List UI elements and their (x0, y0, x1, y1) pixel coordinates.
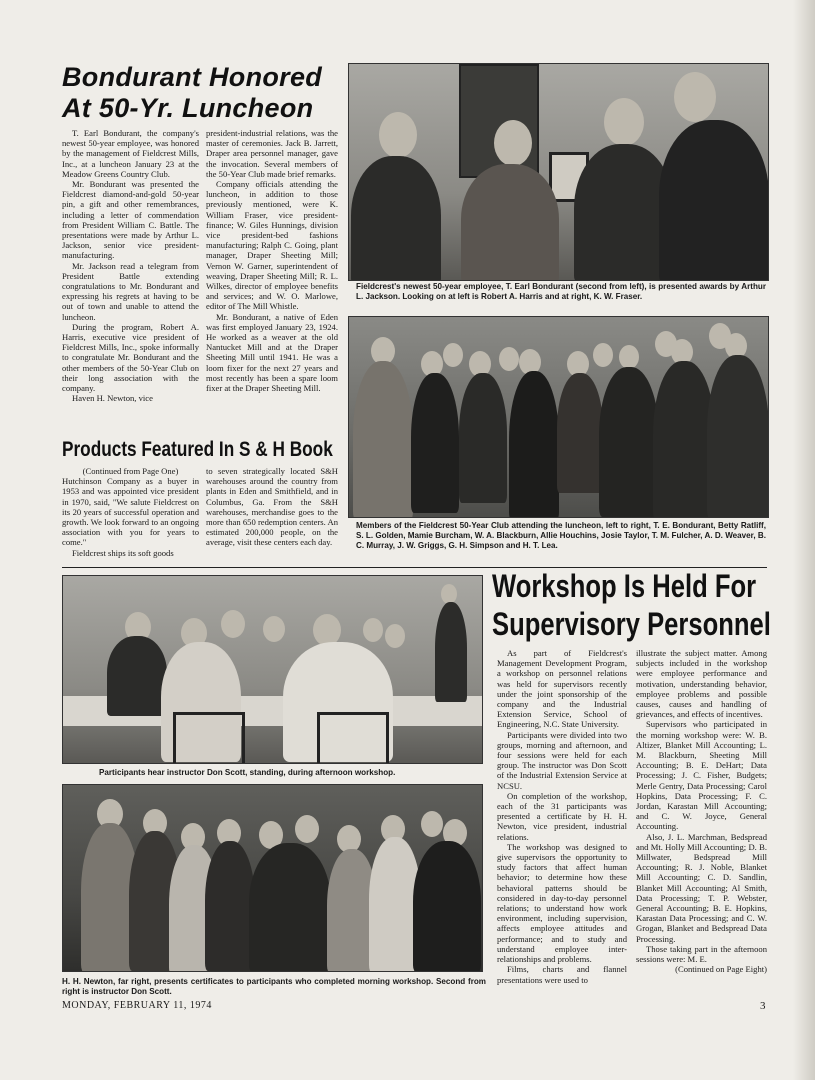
article1-c1-paragraph: Haven H. Newton, vice (72, 393, 153, 404)
article3-headline-line2: Supervisory Personnel (492, 606, 771, 642)
article3-column2 (636, 648, 767, 975)
person-figure-shape (707, 355, 769, 518)
article1-c1-paragraph: During the program, Robert A. Harris, executive vice president of Fieldcrest Mills, Inc., spoke informally to congratulate Mr. Bondurant and the other members of the 50-Year Club on their long association with the company. (62, 321, 199, 394)
photo-certificates-caption: H. H. Newton, far right, presents certificates to participants who completed morning workshop. Second from right is instructor Don Scott. (62, 977, 486, 996)
person-head-shape (443, 343, 463, 367)
person-head-shape (619, 345, 639, 369)
person-figure-shape (249, 843, 331, 972)
person-head-shape (494, 120, 532, 166)
person-figure-shape (653, 361, 715, 518)
person-figure-shape (659, 120, 769, 281)
article1-c1-paragraph: Mr. Bondurant was presented the Fieldcrest diamond-and-gold 50-year pin, a gift and other remembrances, including a letter of commendation from President William C. Battle. The presentations were made by Arthur L. Jackson, senior vice president-manufacturing. (62, 179, 199, 261)
footer-page-number: 3 (760, 1000, 766, 1012)
article1-c2-paragraph: president-industrial relations, was the master of ceremonies. Jack B. Jarrett, Draper area personnel manager, gave the invocation. Several members of the 50-Year Club made brief remarks. (206, 128, 338, 179)
person-head-shape (385, 624, 405, 648)
person-head-shape (263, 616, 285, 642)
article3-c1-paragraph: On completion of the workshop, each of the 31 participants was presented a certificate by H. H. Newton, vice president, industrial relations. (497, 790, 627, 842)
article1-c2-paragraph: Company officials attending the luncheon, in addition to those previously mentioned, were K. William Fraser, vice president-finance; W. Giles Hunnings, division vice president-bed fashions manufacturing; Ralph C. Going, plant manager, Draper Sheeting Mill; Vernon W. Garner, superintendent of weaving, Draper Sheeting Mill; R. L. Wilkes, director of employee benefits and services; and W. O. Marlowe, editor of The Mill Whistle. (206, 179, 338, 312)
footer-date: MONDAY, FEBRUARY 11, 1974 (62, 1000, 212, 1011)
article1-headline-line2: At 50-Yr. Luncheon (62, 93, 314, 123)
article1-c1-paragraph: T. Earl Bondurant, the company's newest 50-year employee, was honored by the management of Fieldcrest Mills, Inc., at a luncheon January 23 at the Meadow Greens Country Club. (62, 128, 199, 179)
article3-c1-paragraph: Participants were divided into two groups, morning and afternoon, and four sessions were held for each group. The instructor was Don Scott of the Industrial Extension Service at NCSU. (497, 729, 627, 791)
article3-column1 (497, 648, 627, 985)
person-head-shape (441, 584, 457, 604)
person-head-shape (604, 98, 644, 146)
photo-50-year-club (348, 316, 769, 518)
stained-glass-window (459, 64, 539, 178)
person-figure-shape (411, 373, 459, 513)
person-head-shape (363, 618, 383, 642)
person-figure-shape (557, 373, 603, 493)
person-head-shape (593, 343, 613, 367)
person-head-shape (674, 72, 716, 122)
person-figure-shape (435, 602, 467, 702)
article1-headline-line1: Bondurant Honored (62, 62, 323, 92)
person-figure-shape (107, 636, 167, 716)
person-figure-shape (599, 367, 659, 517)
person-head-shape (499, 347, 519, 371)
article1-c1-paragraph: Mr. Jackson read a telegram from President Battle extending congratulations to Mr. Bondurant and expressing his regrets at having to be out of town and unable to attend the luncheon. (62, 260, 199, 322)
photo-bondurant-award-caption: Fieldcrest's newest 50-year employee, T. Earl Bondurant (second from left), is presented awards by Arthur L. Jackson. Looking on at left is Robert A. Harris and at right, K. W. Fraser. (356, 282, 766, 301)
article2-c2-paragraph: to seven strategically located S&H warehouses around the country from plants in Eden and Smithfield, and in Columbus, Ga. From the S&H warehouses, merchandise goes to the more than 650 redemption centers. An estimated 200,000 people, on the average, visit these centers each day. (206, 466, 338, 548)
article1-c2-paragraph: Mr. Bondurant, a native of Eden was first employed January 23, 1924. He worked as a weaver at the old Nantucket Mill and at the Draper Sheeting Mill until 1941. He was a loom fixer for the next 27 years and most recently has been a spare loom fixer at the Draper Sheeting Mill. (206, 311, 338, 394)
page-edge-shadow (793, 0, 815, 1080)
article2-continued-from: (Continued from Page One) (82, 466, 179, 476)
article1-column1 (62, 128, 199, 403)
person-figure-shape (351, 156, 441, 281)
article2-column1 (62, 466, 199, 558)
article3-continued-on: (Continued on Page Eight) (675, 964, 767, 975)
article2-column2 (206, 466, 338, 548)
article3-c1-paragraph: Films, charts and flannel presentations were used to (497, 964, 627, 985)
person-head-shape (379, 112, 417, 158)
article3-c2-paragraph: illustrate the subject matter. Among subjects included in the workshop were employee performance and motivation, understanding behavior, employee problems and possible causes, causes and handling of grievances, and effects of incentives. (636, 648, 767, 720)
chair (173, 712, 245, 764)
article3-c2-paragraph: Those taking part in the afternoon sessions were: M. E. (636, 943, 767, 965)
photo-certificates (62, 784, 483, 972)
person-head-shape (421, 811, 443, 837)
person-figure-shape (205, 841, 255, 971)
article3-c1-paragraph: As part of Fieldcrest's Management Development Program, a workshop on personnel relations was held for supervisors recently under the joint sponsorship of the company and the Industrial Extension Service, School of Engineering, N.C. State University. (497, 648, 627, 730)
person-figure-shape (459, 373, 507, 503)
article2-c1-paragraph: Fieldcrest ships its soft goods (72, 547, 174, 558)
photo-bondurant-award (348, 63, 769, 281)
person-figure-shape (413, 841, 481, 972)
person-figure-shape (509, 371, 559, 518)
article3-c2-paragraph: Supervisors who participated in the morning workshop were: W. B. Altizer, Blanket Mill Accounting; L. M. Blackburn, Sheeting Mill Accounting; B. E. DeHart; Data Processing; J. C. Fisher, Budgets; Merle Gentry, Data Processing; Carol Hopkins, Data Processing; F. C. Jordan, Karastan Mill Accounting; and C. W. Joyce, General Accounting. (636, 719, 767, 832)
article2-c1-paragraph: Hutchinson Company as a buyer in 1953 and was appointed vice president in 1970, said, "We salute Fieldcrest on its 20 years of successful operation and growth. We look forward to an ongoing association with you for years to come." (62, 476, 199, 548)
article2-headline: Products Featured In S & H Book (62, 438, 333, 461)
article1-column2 (206, 128, 338, 393)
chair (317, 712, 389, 764)
article3-headline-line1: Workshop Is Held For (492, 568, 757, 604)
photo-afternoon-workshop (62, 575, 483, 764)
person-head-shape (295, 815, 319, 843)
photo-afternoon-workshop-caption: Participants hear instructor Don Scott, standing, during afternoon workshop. (99, 768, 396, 777)
person-figure-shape (353, 361, 413, 518)
article3-c2-paragraph: Also, J. L. Marchman, Bedspread and Mt. Holly Mill Accounting; D. B. Millwater, Bedspread Mill Accounting; R. J. Noble, Blanket Mill Accounting; C. D. Sandlin, Blanket Mill Accounting; Al Smith, Data Processing; T. P. Webster, General Accounting; B. E. Hopkins, Karastan Data Processing; and C. W. Grogan, Blanket and Bedspread Data Processing. (636, 831, 767, 944)
person-head-shape (221, 610, 245, 638)
photo-50-year-club-caption: Members of the Fieldcrest 50-Year Club attending the luncheon, left to right, T. E. Bondurant, Betty Ratliff, S. L. Golden, Mamie Burcham, W. A. Blackburn, Allie Houchins, Josie Taylor, T. M. Fulcher, A. D. Weaver, B. C. Murray, J. W. Griggs, G. H. Simpson and H. T. Lea. (356, 521, 766, 550)
person-figure-shape (461, 164, 559, 281)
article3-c1-paragraph: The workshop was designed to give supervisors the opportunity to study factors that affect human behavior; to determine how these behavioral patterns should be considered in day-to-day personnel relations; to understand how work environment, including supervision, affects employee attitudes and performance; and to study and understand employee inter-relationships and problems. (497, 841, 627, 965)
